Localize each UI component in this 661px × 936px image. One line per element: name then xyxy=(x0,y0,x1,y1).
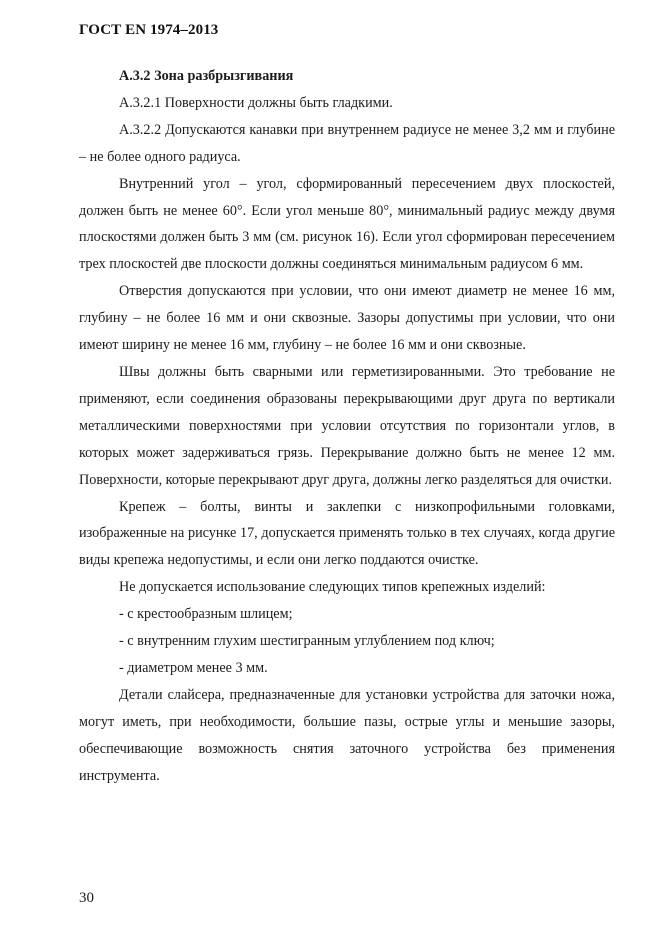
paragraph: Не допускается использование следующих типов крепежных изделий: xyxy=(119,579,546,596)
paragraph: Отверстия допускаются при условии, что они имеют диаметр не менее 16 мм, глубину – не более 16 мм и они сквозные. Зазоры допустимы при условии, что они имеют ширину не менее 16 мм, глубину – не более 16 мм и они сквозные. xyxy=(79,283,615,354)
page-number: 30 xyxy=(79,890,94,906)
closing-paragraph: Детали слайсера, предназначенные для установки устройства для заточки ножа, могут иметь, при необходимости, большие пазы, острые углы и меньшие зазоры, обеспечивающие возможность снятия заточного устройства без применения инструмента. xyxy=(79,686,615,784)
section-title: А.3.2 Зона разбрызгивания xyxy=(119,68,294,84)
list-item: - с крестообразным шлицем; xyxy=(119,606,293,623)
paragraph: А.3.2.1 Поверхности должны быть гладкими. xyxy=(119,94,393,111)
paragraph: Крепеж – болты, винты и заклепки с низкопрофильными головками, изображенные на рисунке 17, допускается применять только в тех случаях, когда другие виды крепежа недопустимы, и если они легко поддаются очистке. xyxy=(79,498,615,569)
paragraph: А.3.2.2 Допускаются канавки при внутреннем радиусе не менее 3,2 мм и глубине – не более одного радиуса. xyxy=(79,121,615,165)
list-item: - диаметром менее 3 мм. xyxy=(119,659,268,676)
paragraph: Швы должны быть сварными или герметизированными. Это требование не применяют, если соединения образованы перекрывающими друг друга по вертикали металлическими поверхностями при условии отсутствия по горизонтали углов, в которых может задерживаться грязь. Перекрывание должно быть не менее 12 мм. Поверхности, которые перекрывают друг друга, должны легко разделяться для очистки. xyxy=(79,363,615,488)
document-header: ГОСТ EN 1974–2013 xyxy=(79,22,219,38)
document-body xyxy=(79,63,615,789)
paragraph: Внутренний угол – угол, сформированный пересечением двух плоскостей, должен быть не менее 60°. Если угол меньше 80°, минимальный радиус между двумя плоскостями должен быть 3 мм (см. рисунок 16). Если угол сформирован пересечением трех плоскостей две плоскости должны соединяться минимальным радиусом 6 мм. xyxy=(79,175,615,273)
list-item: - с внутренним глухим шестигранным углублением под ключ; xyxy=(119,633,495,650)
